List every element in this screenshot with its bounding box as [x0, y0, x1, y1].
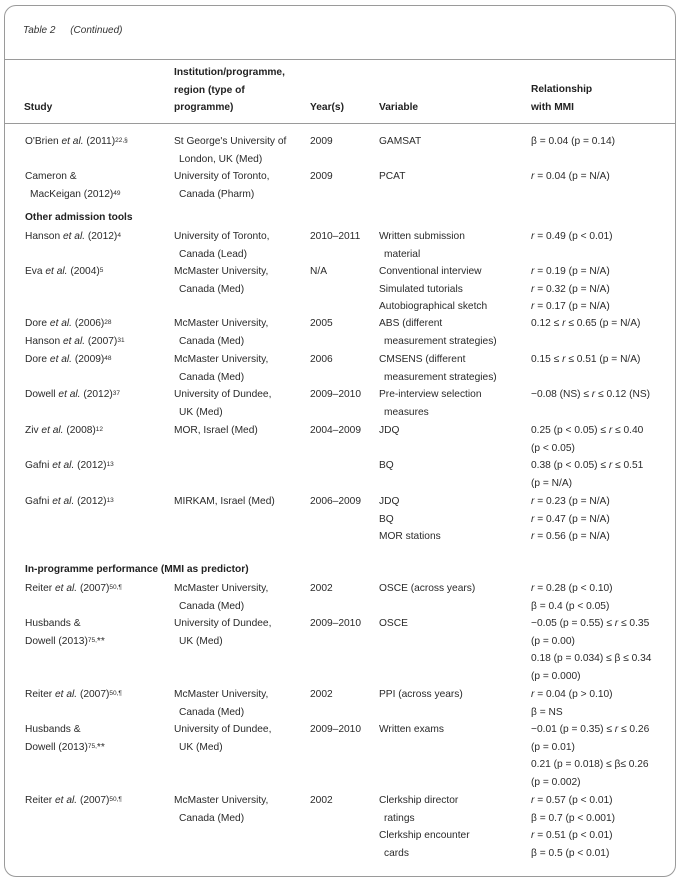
- cell-study: Gafni et al. $(2012)^{13}$: [25, 496, 114, 507]
- cell-rel: β = 0.04 (p = 0.14): [531, 136, 616, 147]
- cell-year: 2010–2011: [310, 231, 361, 242]
- cell-inst: McMaster University, Canada (Med): [174, 795, 269, 824]
- cell-study: Dore et al. $(2009)^{48}$: [25, 354, 112, 365]
- cell-study: Gafni et al. $(2012)^{13}$: [25, 460, 114, 471]
- cell-inst: University of Dundee, UK (Med): [174, 618, 272, 647]
- cell-year: 2006: [310, 354, 333, 365]
- cell-inst: McMaster University, Canada (Med): [174, 354, 269, 383]
- cell-var: ABS (different measurement strategies): [379, 318, 497, 347]
- cell-var: PPI (across years): [379, 689, 463, 700]
- cell-inst: University of Toronto, Canada (Pharm): [174, 171, 270, 200]
- cell-study: Hanson et al. $(2012)^4$: [25, 231, 121, 242]
- cell-year: 2009–2010: [310, 618, 361, 629]
- cell-inst: University of Dundee, UK (Med): [174, 389, 272, 418]
- table-caption: [23, 25, 122, 36]
- cell-var: Clerkship director ratings Clerkship encounter cards: [379, 795, 470, 859]
- cell-inst: McMaster University, Canada (Med): [174, 583, 269, 612]
- table-frame: [4, 5, 676, 877]
- cell-rel: 0.38 (p < 0.05) ≤ r ≤ 0.51 (p = N/A): [531, 460, 644, 489]
- cell-var: OSCE: [379, 618, 408, 629]
- cell-year: 2009–2010: [310, 389, 361, 400]
- cell-rel: −0.08 (NS) ≤ r ≤ 0.12 (NS): [531, 389, 651, 400]
- continued-label: (Continued): [70, 25, 123, 36]
- cell-rel: r = 0.23 (p = N/A) r = 0.47 (p = N/A) r = 0.56 (p = N/A): [531, 496, 610, 542]
- cell-var: CMSENS (different measurement strategies): [379, 354, 497, 383]
- cell-inst: McMaster University, Canada (Med): [174, 689, 269, 718]
- cell-inst: University of Dundee, UK (Med): [174, 724, 272, 753]
- header-divider: [5, 123, 675, 124]
- cell-inst: [174, 457, 177, 475]
- cell-rel: 0.25 (p < 0.05) ≤ r ≤ 0.40 (p < 0.05): [531, 425, 644, 454]
- cell-var: JDQ: [379, 425, 400, 436]
- cell-year: 2004–2009: [310, 425, 361, 436]
- cell-rel: r = 0.57 (p < 0.01) β = 0.7 (p < 0.001) r = 0.51 (p < 0.01) β = 0.5 (p < 0.01): [531, 795, 616, 859]
- caption-divider: [5, 59, 675, 60]
- cell-study: Reiter et al. $(2007)^{50,\P}$: [25, 795, 122, 806]
- cell-study: Ziv et al. $(2008)^{12}$: [25, 425, 104, 436]
- cell-year: 2006–2009: [310, 496, 361, 507]
- cell-study: Dore et al. $(2006)^{28}$ Hanson et al. $(2007)^{31}$: [25, 318, 125, 347]
- section-in-programme-performance: In-programme performance (MMI as predictor): [25, 564, 249, 575]
- cell-inst: McMaster University, Canada (Med): [174, 318, 269, 347]
- cell-var: JDQ BQ MOR stations: [379, 496, 441, 542]
- table-label: Table 2: [23, 25, 56, 36]
- header-study: Study: [24, 102, 53, 113]
- cell-study: Dowell et al. $(2012)^{37}$: [25, 389, 121, 400]
- cell-study: Cameron & MacKeigan $(2012)^{49}$: [25, 171, 121, 200]
- cell-rel: r = 0.19 (p = N/A) r = 0.32 (p = N/A) r = 0.17 (p = N/A): [531, 266, 610, 312]
- header-years: Year(s): [310, 102, 344, 113]
- cell-year: 2002: [310, 795, 333, 806]
- cell-year: 2009–2010: [310, 724, 361, 735]
- cell-rel: −0.05 (p = 0.55) ≤ r ≤ 0.35 (p = 0.00) 0.18 (p = 0.034) ≤ β ≤ 0.34 (p = 0.000): [531, 618, 652, 682]
- cell-var: OSCE (across years): [379, 583, 476, 594]
- cell-year: 2002: [310, 583, 333, 594]
- cell-var: Written submission material: [379, 231, 465, 260]
- header-variable: Variable: [379, 102, 419, 113]
- cell-inst: MOR, Israel (Med): [174, 425, 258, 436]
- header-relationship: Relationship with MMI: [531, 84, 593, 113]
- cell-study: Husbands & Dowell $(2013)^{75,}**$: [25, 618, 105, 647]
- cell-rel: r = 0.49 (p < 0.01): [531, 231, 613, 242]
- cell-study: O'Brien et al. $(2011)^{22,\S}$: [25, 136, 128, 147]
- cell-study: Reiter et al. $(2007)^{50,\P}$: [25, 583, 122, 594]
- cell-year: 2009: [310, 136, 333, 147]
- cell-year: [310, 457, 313, 475]
- cell-year: 2002: [310, 689, 333, 700]
- cell-study: Eva et al. $(2004)^5$: [25, 266, 104, 277]
- cell-var: GAMSAT: [379, 136, 422, 147]
- cell-inst: MIRKAM, Israel (Med): [174, 496, 275, 507]
- cell-inst: McMaster University, Canada (Med): [174, 266, 269, 295]
- cell-rel: −0.01 (p = 0.35) ≤ r ≤ 0.26 (p = 0.01) 0.21 (p = 0.018) ≤ β≤ 0.26 (p = 0.002): [531, 724, 650, 788]
- header-institution: Institution/programme, region (type of programme): [174, 67, 285, 113]
- cell-rel: 0.12 ≤ r ≤ 0.65 (p = N/A): [531, 318, 641, 329]
- cell-year: 2009: [310, 171, 333, 182]
- cell-inst: St George's University of London, UK (Med): [174, 136, 287, 165]
- cell-var: Written exams: [379, 724, 444, 735]
- cell-rel: r = 0.28 (p < 0.10) β = 0.4 (p < 0.05): [531, 583, 613, 612]
- cell-rel: r = 0.04 (p > 0.10) β = NS: [531, 689, 613, 718]
- cell-study: Husbands & Dowell $(2013)^{75,}**$: [25, 724, 105, 753]
- cell-year: N/A: [310, 266, 327, 277]
- cell-rel: r = 0.04 (p = N/A): [531, 171, 610, 182]
- cell-var: Pre-interview selection measures: [379, 389, 482, 418]
- section-other-admission-tools: Other admission tools: [25, 212, 133, 223]
- cell-inst: University of Toronto, Canada (Lead): [174, 231, 270, 260]
- cell-var: BQ: [379, 460, 394, 471]
- cell-study: Reiter et al. $(2007)^{50,\P}$: [25, 689, 122, 700]
- cell-var: Conventional interview Simulated tutorials Autobiographical sketch: [379, 266, 488, 312]
- cell-rel: 0.15 ≤ r ≤ 0.51 (p = N/A): [531, 354, 641, 365]
- cell-var: PCAT: [379, 171, 406, 182]
- cell-year: 2005: [310, 318, 333, 329]
